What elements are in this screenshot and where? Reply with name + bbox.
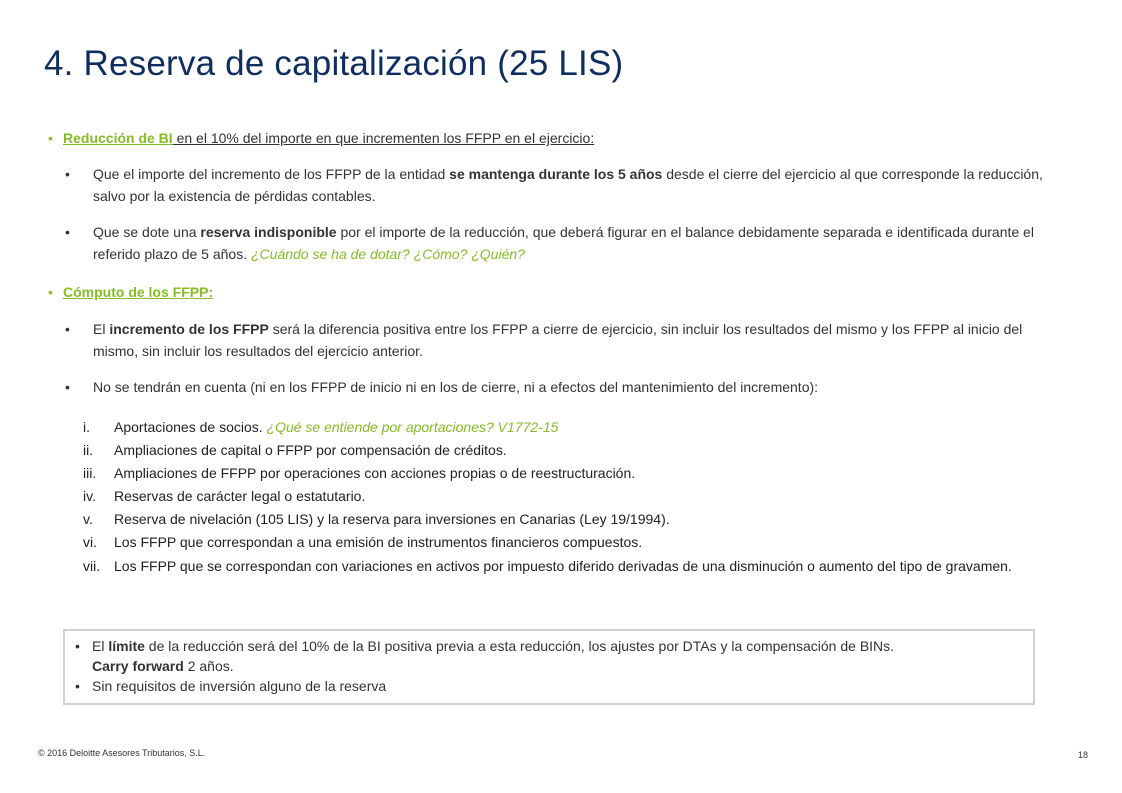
section-label: Reducción de BI	[63, 130, 173, 146]
bullet-icon: •	[75, 638, 80, 654]
bullet-icon: •	[65, 224, 70, 240]
list-item: • No se tendrán en cuenta (ni en los FFPP de inicio ni en los de cierre, ni a efectos del mantenimiento del incremento):	[65, 376, 1043, 398]
bullet-icon: •	[48, 130, 53, 146]
section-computo-ffpp	[48, 282, 1063, 302]
list-item: iv. Reservas de carácter legal o estatutario.	[83, 488, 366, 504]
list-item: vi. Los FFPP que correspondan a una emisión de instrumentos financieros compuestos.	[83, 534, 643, 550]
list-item: • Que el importe del incremento de los FFPP de la entidad se mantenga durante los 5 años desde el cierre del ejercicio al que corresponde la reducción, salvo por la existencia de pérdidas contables.	[65, 163, 1043, 207]
list-item: • Sin requisitos de inversión alguno de la reserva	[75, 678, 387, 694]
list-item: ii. Ampliaciones de capital o FFPP por compensación de créditos.	[83, 442, 507, 458]
section-reduccion-bi	[48, 128, 1063, 148]
question-link: ¿Cuándo se ha de dotar? ¿Cómo? ¿Quién?	[251, 246, 525, 262]
section-text: en el 10% del importe en que incrementen los FFPP en el ejercicio:	[172, 130, 595, 146]
copyright-footer: © 2016 Deloitte Asesores Tributarios, S.L.	[38, 748, 206, 758]
list-item: iii. Ampliaciones de FFPP por operaciones con acciones propias o de reestructuración.	[83, 465, 636, 481]
list-item: • El incremento de los FFPP será la diferencia positiva entre los FFPP a cierre de ejercicio, sin incluir los resultados del mismo y los FFPP al inicio del mismo, sin incluir los resultados del ejercicio anterior.	[65, 318, 1043, 362]
bullet-icon: •	[65, 321, 70, 337]
bullet-icon: •	[48, 284, 53, 300]
exclusions-list	[83, 416, 1023, 576]
list-item: v. Reserva de nivelación (105 LIS) y la reserva para inversiones en Canarias (Ley 19/1994).	[83, 511, 670, 527]
bullet-icon: •	[75, 678, 80, 694]
page-title: 4. Reserva de capitalización (25 LIS)	[44, 44, 624, 83]
bullet-icon: •	[65, 379, 70, 395]
page-number: 18	[1077, 750, 1088, 760]
list-item: vii. Los FFPP que se correspondan con variaciones en activos por impuesto diferido derivadas de una disminución o aumento del tipo de gravamen.	[83, 558, 1012, 574]
summary-box	[63, 629, 1035, 705]
section-label: Cómputo de los FFPP:	[63, 284, 214, 300]
list-item: • Que se dote una reserva indisponible por el importe de la reducción, que deberá figurar en el balance debidamente separada e identificada durante el referido plazo de 5 años. ¿Cuándo se ha de dotar? ¿Cómo? ¿Quién?	[65, 221, 1043, 265]
list-item: i. Aportaciones de socios. ¿Qué se entiende por aportaciones? V1772-15	[83, 419, 559, 435]
bullet-icon: •	[65, 166, 70, 182]
question-link: ¿Qué se entiende por aportaciones? V1772-15	[266, 419, 559, 435]
list-item: • El límite de la reducción será del 10% de la BI positiva previa a esta reducción, los ajustes por DTAs y la compensación de BINs. Carry forward 2 años.	[75, 638, 895, 674]
